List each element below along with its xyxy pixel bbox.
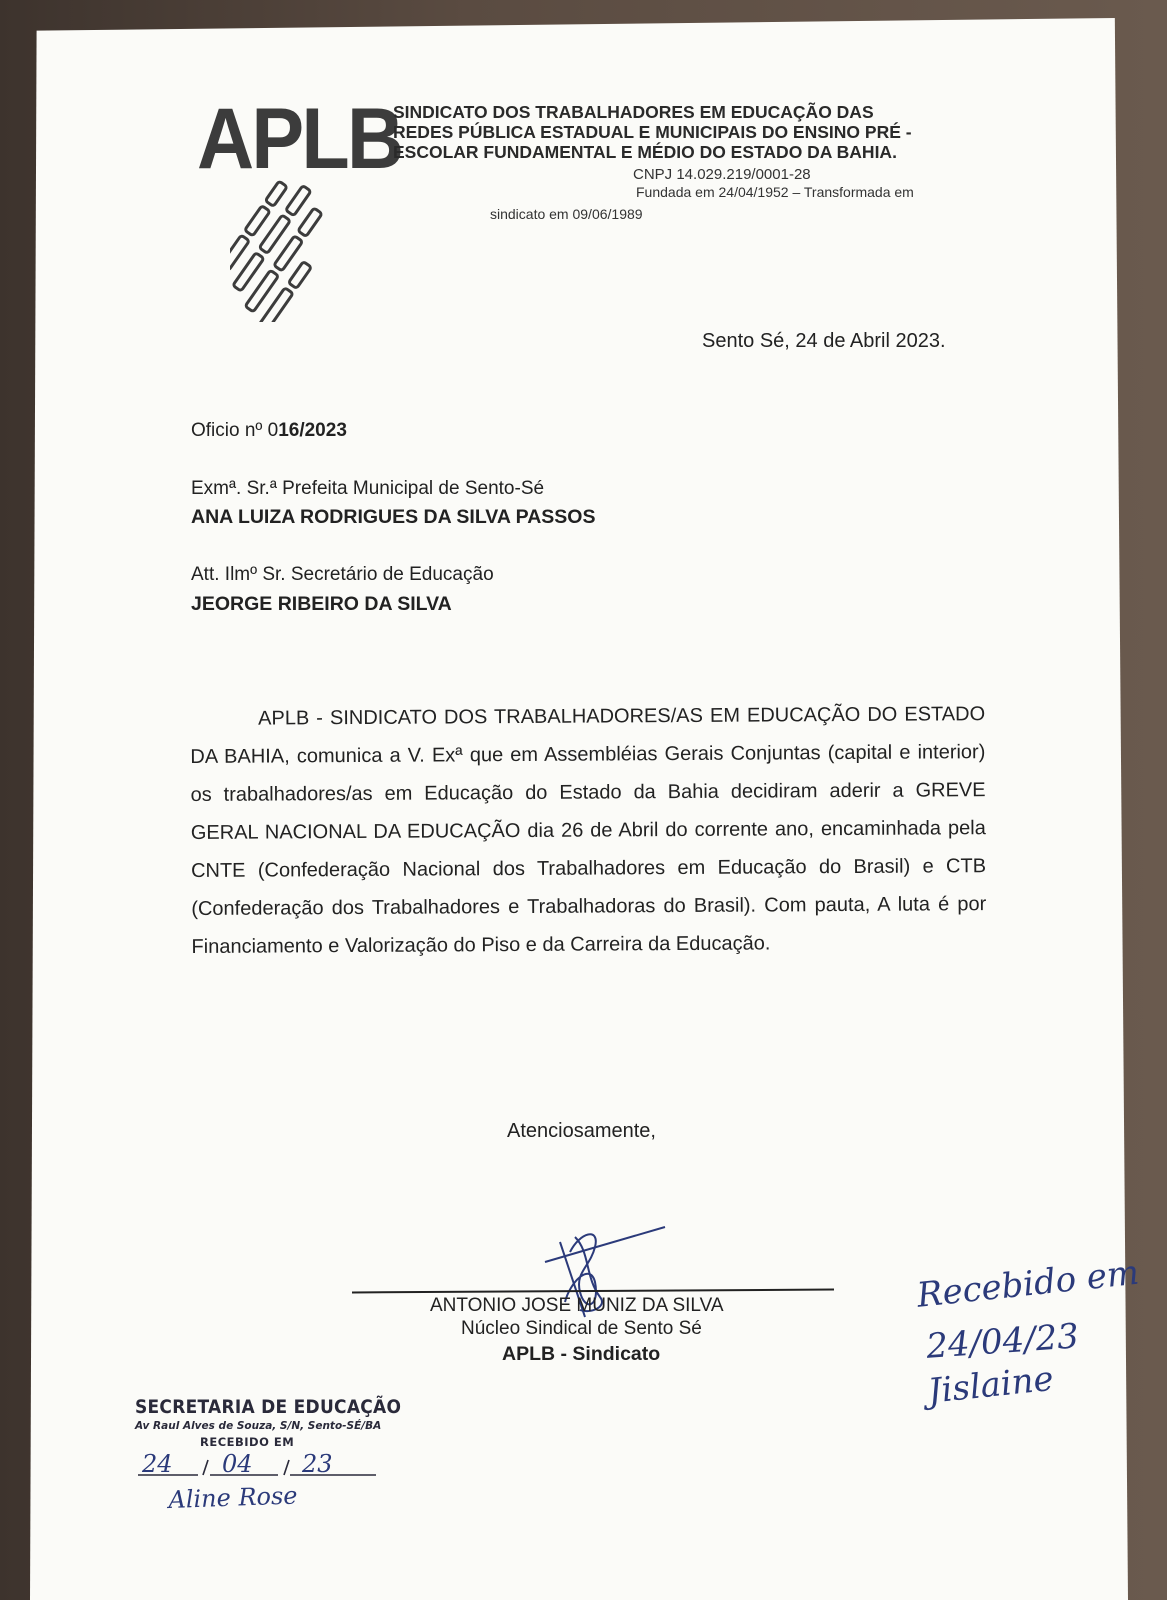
stamp-title: SECRETARIA DE EDUCAÇÃO <box>135 1397 402 1418</box>
organization-name <box>393 102 973 162</box>
stamp-date-year: 23 <box>302 1450 333 1478</box>
stamp-date-month: 04 <box>222 1450 253 1478</box>
cnpj: CNPJ 14.029.219/0001-28 <box>633 166 811 183</box>
stamp-date-day: 24 <box>142 1450 173 1478</box>
org-line-2: REDES PÚBLICA ESTADUAL E MUNICIPAIS DO ENSINO PRÉ - <box>393 122 912 142</box>
org-line-3: ESCOLAR FUNDAMENTAL E MÉDIO DO ESTADO DA BAHIA. <box>393 142 897 162</box>
aplb-logo-text: APLB <box>197 91 402 187</box>
place-date: Sento Sé, 24 de Abril 2023. <box>702 330 946 352</box>
oficio-number-value: 16/2023 <box>278 420 347 441</box>
org-line-1: SINDICATO DOS TRABALHADORES EM EDUCAÇÃO DAS <box>393 102 874 122</box>
stamp-address: Av Raul Alves de Souza, S/N, Sento-SÉ/BA <box>135 1420 382 1432</box>
oficio-number <box>191 420 347 442</box>
stamp-handwritten-name: Aline Rose <box>168 1481 298 1514</box>
signatory-name: ANTONIO JOSE MUNIZ DA SILVA <box>430 1295 724 1316</box>
signatory-role: Núcleo Sindical de Sento Sé <box>461 1318 702 1339</box>
attention-name: JEORGE RIBEIRO DA SILVA <box>191 593 452 615</box>
closing: Atenciosamente, <box>507 1120 656 1142</box>
stamp-received-label: RECEBIDO EM <box>200 1435 295 1449</box>
addressee-name: ANA LUIZA RODRIGUES DA SILVA PASSOS <box>191 506 596 528</box>
handwritten-received-date: 24/04/23 <box>925 1316 1081 1367</box>
stamp-date-field <box>138 1442 376 1478</box>
oficio-prefix: Oficio nº 0 <box>191 420 279 441</box>
pencils-logo-icon <box>230 172 370 322</box>
union-since-note: sindicato em 09/06/1989 <box>490 206 643 222</box>
signatory-org: APLB - Sindicato <box>502 1343 661 1365</box>
addressee-title: Exmª. Sr.ª Prefeita Municipal de Sento-Sé <box>191 478 545 499</box>
handwritten-received-name: Jislaine <box>926 1358 1056 1412</box>
attention-title: Att. Ilmº Sr. Secretário de Educação <box>191 564 494 585</box>
handwritten-received-label: Recebido em <box>915 1252 1141 1316</box>
letter-body: APLB - SINDICATO DOS TRABALHADORES/AS EM EDUCAÇÃO DO ESTADO DA BAHIA, comunica a V. Exª que em Assembléias Gerais Conjuntas (capital e interior) os trabalhadores/as em Educação do Estado da Bahia decidiram aderir a GREVE GERAL NACIONAL DA EDUCAÇÃO dia 26 de Abril do corrente ano, encaminhada pela CNTE (Confederação Nacional dos Trabalhadores em Educação do Brasil) e CTB (Confederação dos Trabalhadores e Trabalhadoras do Brasil). Com pauta, A luta é por Financiamento e Valorização do Piso e da Carreira da Educação. <box>190 703 987 958</box>
founded-note: Fundada em 24/04/1952 – Transformada em <box>636 184 914 200</box>
